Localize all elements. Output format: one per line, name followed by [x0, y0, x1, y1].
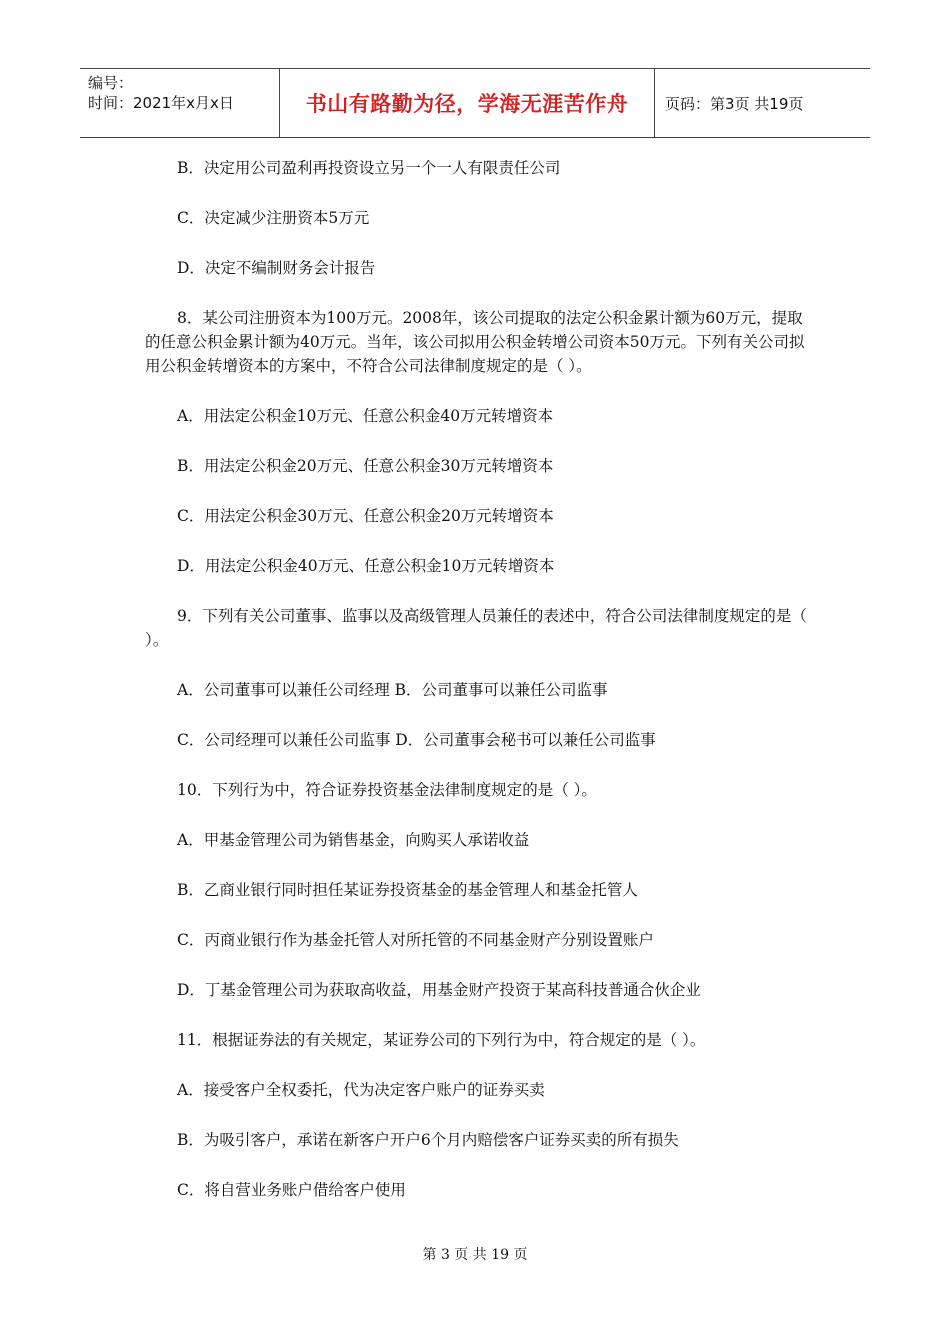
option-line: C．丙商业银行作为基金托管人对所托管的不同基金财产分别设置账户 [177, 931, 654, 949]
option-line: A．用法定公积金10万元、任意公积金40万元转增资本 [177, 407, 554, 425]
question-8: 8．某公司注册资本为100万元。2008年，该公司提取的法定公积金累计额为60万元，提取的任意公积金累计额为40万元。当年，该公司拟用公积金转增公司资本50万元。下列有关公司拟用公积金转增资本的方案中，不符合公司法律制度规定的是（ ）。 [145, 309, 805, 375]
option-line: C．用法定公积金30万元、任意公积金20万元转增资本 [177, 507, 554, 525]
question-9: 9．下列有关公司董事、监事以及高级管理人员兼任的表述中，符合公司法律制度规定的是（ ）。 [145, 607, 807, 649]
date-label: 时间：2021年x月x日 [88, 94, 234, 112]
option-line: B．乙商业银行同时担任某证券投资基金的基金管理人和基金托管人 [177, 881, 638, 899]
option-line: C．公司经理可以兼任公司监事 D．公司董事会秘书可以兼任公司监事 [177, 731, 656, 749]
page-header [80, 68, 870, 138]
option-line: C．决定减少注册资本5万元 [177, 209, 370, 227]
option-line: B．用法定公积金20万元、任意公积金30万元转增资本 [177, 457, 554, 475]
option-line: A．接受客户全权委托，代为决定客户账户的证券买卖 [177, 1081, 545, 1099]
header-page-info: 页码：第3页 共19页 [665, 94, 804, 113]
option-line: B．决定用公司盈利再投资设立另一个一人有限责任公司 [177, 159, 561, 177]
question-10: 10．下列行为中，符合证券投资基金法律制度规定的是（ ）。 [177, 781, 597, 799]
option-line: D．丁基金管理公司为获取高收益，用基金财产投资于某高科技普通合伙企业 [177, 981, 701, 999]
number-label: 编号： [88, 74, 134, 92]
option-line: B．为吸引客户，承诺在新客户开户6个月内赔偿客户证券买卖的所有损失 [177, 1131, 679, 1149]
option-line: D．决定不编制财务会计报告 [177, 259, 376, 277]
question-11: 11．根据证券法的有关规定，某证券公司的下列行为中，符合规定的是（ ）。 [177, 1031, 706, 1049]
option-line: D．用法定公积金40万元、任意公积金10万元转增资本 [177, 557, 555, 575]
option-line: C．将自营业务账户借给客户使用 [177, 1181, 406, 1199]
document-body [145, 156, 810, 1228]
option-line: A．公司董事可以兼任公司经理 B．公司董事可以兼任公司监事 [177, 681, 608, 699]
header-meta [80, 69, 280, 137]
option-line: A．甲基金管理公司为销售基金，向购买人承诺收益 [177, 831, 530, 849]
header-motto: 书山有路勤为径，学海无涯苦作舟 [280, 69, 655, 137]
page-footer: 第 3 页 共 19 页 [422, 1247, 528, 1263]
